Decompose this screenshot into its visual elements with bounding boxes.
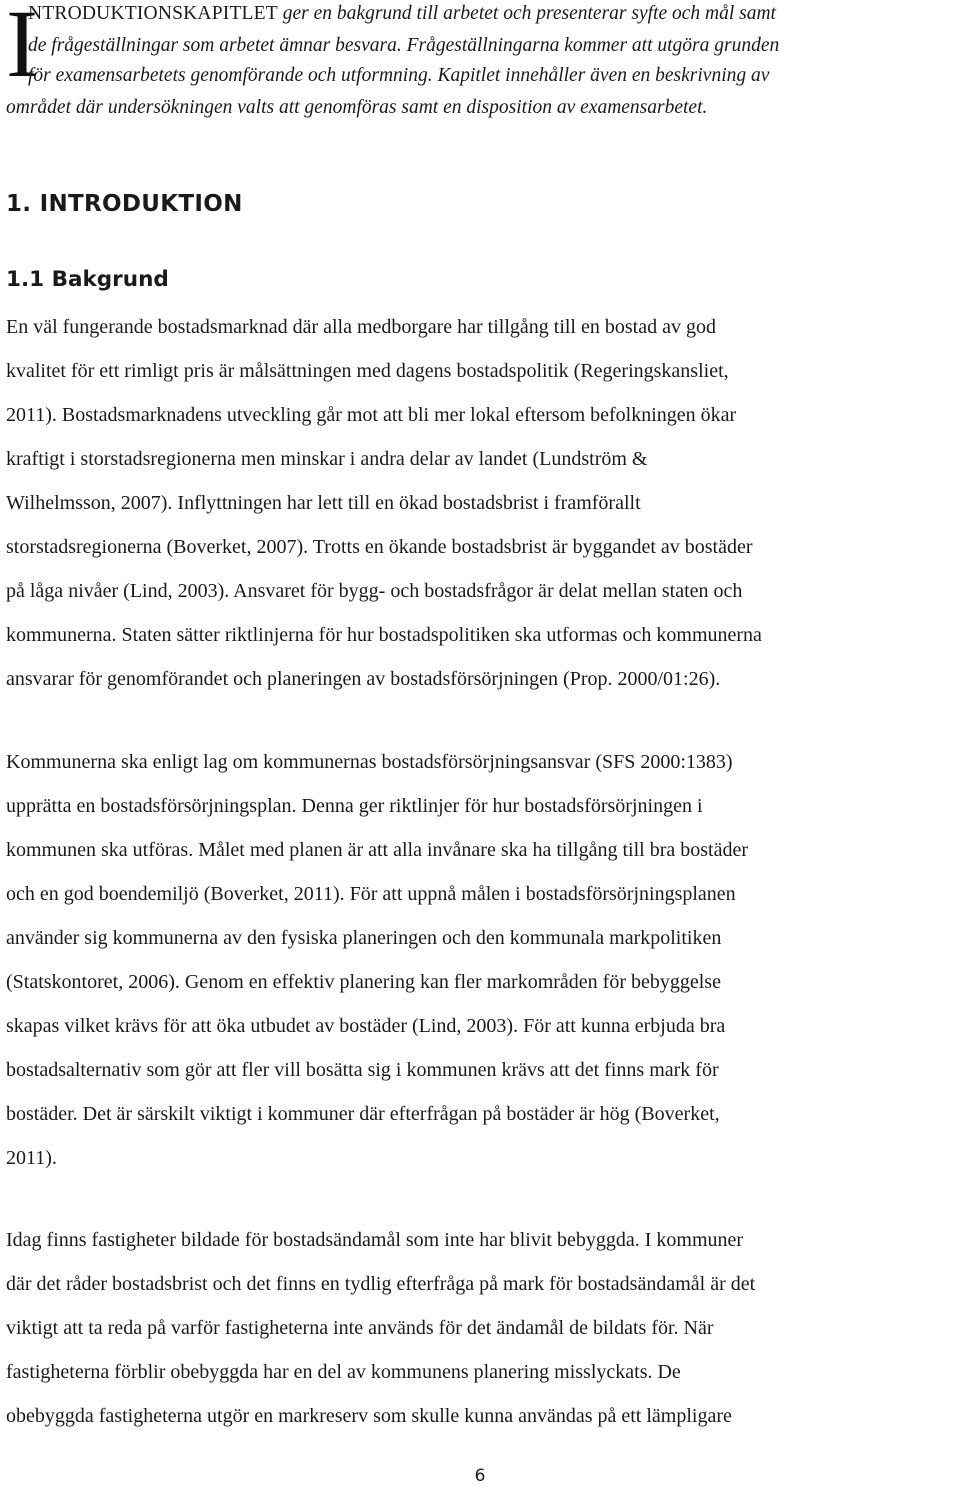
paragraph-line: viktigt att ta reda på varför fastigheterna inte används för det ändamål de bildats för. När xyxy=(6,1317,714,1339)
paragraph-line: fastigheterna förblir obebyggda har en del av kommunens planering misslyckats. De xyxy=(6,1361,681,1383)
paragraph-line: kommunerna. Staten sätter riktlinjerna för hur bostadspolitiken ska utformas och kommunerna xyxy=(6,624,762,646)
paragraph-line: storstadsregionerna (Boverket, 2007). Trotts en ökande bostadsbrist är byggandet av bostäder xyxy=(6,536,753,558)
paragraph-line: på låga nivåer (Lind, 2003). Ansvaret för bygg- och bostadsfrågor är delat mellan staten och xyxy=(6,580,743,602)
intro-line-3: för examensarbetets genomförande och utformning. Kapitlet innehåller även en beskrivning av xyxy=(28,65,770,86)
paragraph-line: obebyggda fastigheterna utgör en markreserv som skulle kunna användas på ett lämpligare xyxy=(6,1405,732,1427)
paragraph-line: skapas vilket krävs för att öka utbudet av bostäder (Lind, 2003). För att kunna erbjuda bra xyxy=(6,1015,726,1037)
chapter-intro xyxy=(6,0,956,130)
paragraph-line: bostadsalternativ som gör att fler vill bosätta sig i kommunen krävs att det finns mark för xyxy=(6,1059,719,1081)
intro-line-4: området där undersökningen valts att genomföras samt en disposition av examensarbetet. xyxy=(6,97,708,118)
page-number: 6 xyxy=(474,1466,486,1486)
intro-line-2: de frågeställningar som arbetet ämnar besvara. Frågeställningarna kommer att utgöra grunden xyxy=(28,35,780,56)
paragraph-line: upprätta en bostadsförsörjningsplan. Denna ger riktlinjer för hur bostadsförsörjningen i xyxy=(6,795,703,817)
paragraph-line: använder sig kommunerna av den fysiska planeringen och den kommunala markpolitiken xyxy=(6,927,722,949)
paragraph-line: ansvarar för genomförandet och planeringen av bostadsförsörjningen (Prop. 2000/01:26). xyxy=(6,668,721,690)
paragraph-line: kommunen ska utföras. Målet med planen är att alla invånare ska ha tillgång till bra bostäder xyxy=(6,839,748,861)
paragraph-line: och en god boendemiljö (Boverket, 2011). För att uppnå målen i bostadsförsörjningsplanen xyxy=(6,883,736,905)
paragraph-line: där det råder bostadsbrist och det finns en tydlig efterfråga på mark för bostadsändamål är det xyxy=(6,1273,756,1295)
paragraph-line: kraftigt i storstadsregionerna men minskar i andra delar av landet (Lundström & xyxy=(6,448,648,470)
intro-line-1 xyxy=(28,2,776,26)
drop-cap: I xyxy=(6,0,38,97)
paragraph-line: Wilhelmsson, 2007). Inflyttningen har lett till en ökad bostadsbrist i framförallt xyxy=(6,492,641,514)
intro-line-1-text: ger en bakgrund till arbetet och presenterar syfte och mål samt xyxy=(277,3,776,24)
paragraph-line: (Statskontoret, 2006). Genom en effektiv planering kan fler markområden för bebyggelse xyxy=(6,971,721,993)
paragraph-line: 2011). xyxy=(6,1147,57,1169)
paragraph-line: 2011). Bostadsmarknadens utveckling går mot att bli mer lokal eftersom befolkningen ökar xyxy=(6,404,737,426)
paragraph-line: Kommunerna ska enligt lag om kommunernas bostadsförsörjningsansvar (SFS 2000:1383) xyxy=(6,751,733,773)
paragraph-line: Idag finns fastigheter bildade för bostadsändamål som inte har blivit bebyggda. I kommuner xyxy=(6,1229,744,1251)
chapter-heading: 1. INTRODUKTION xyxy=(6,191,243,217)
paragraph-line: En väl fungerande bostadsmarknad där alla medborgare har tillgång till en bostad av god xyxy=(6,316,716,338)
paragraph-line: kvalitet för ett rimligt pris är målsättningen med dagens bostadspolitik (Regeringskansliet, xyxy=(6,360,729,382)
intro-lead-word: NTRODUKTIONSKAPITLET xyxy=(28,3,278,24)
paragraph-line: bostäder. Det är särskilt viktigt i kommuner där efterfrågan på bostäder är hög (Boverket, xyxy=(6,1103,720,1125)
section-heading: 1.1 Bakgrund xyxy=(6,267,169,292)
